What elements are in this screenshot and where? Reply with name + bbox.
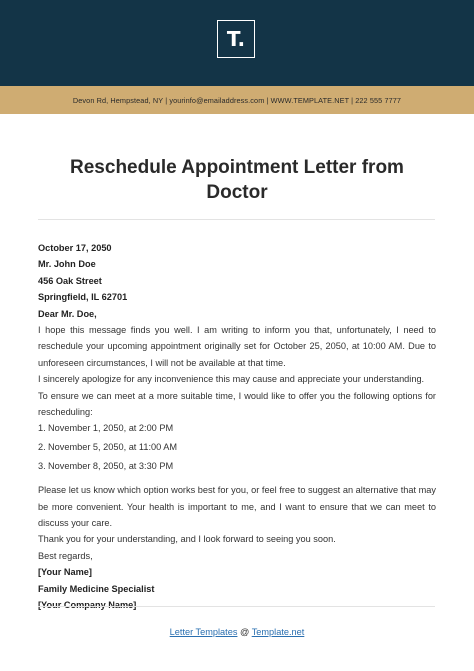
letter-templates-link[interactable]: Letter Templates <box>169 627 238 637</box>
option-item <box>38 439 436 455</box>
logo-text: T. <box>226 27 246 51</box>
salutation: Dear Mr. Doe, <box>38 308 97 319</box>
letter-date: October 17, 2050 <box>38 243 112 253</box>
template-net-link[interactable]: Template.net <box>251 627 305 637</box>
closing: Best regards, <box>38 550 93 561</box>
recipient-city: Springfield, IL 62701 <box>38 292 128 303</box>
option-item <box>38 458 436 474</box>
recipient-name: Mr. John Doe <box>38 259 96 270</box>
top-divider <box>38 219 435 220</box>
bottom-divider <box>38 606 435 607</box>
option-text: November 8, 2050, at 3:30 PM <box>48 460 174 471</box>
paragraph-4: Please let us know which option works best for you, or feel free to suggest an alternative that may be more convenient. Your health is important to me, and I want to ensure that we can meet to discuss your care. <box>38 485 436 529</box>
option-item <box>38 420 436 436</box>
letter-body <box>38 240 436 614</box>
option-number: 3. <box>38 460 46 471</box>
contact-bar <box>0 86 474 114</box>
option-number: 1. <box>38 423 46 434</box>
logo <box>217 20 255 58</box>
sender-name: [Your Name] <box>38 567 92 578</box>
footer-separator: @ <box>237 627 252 637</box>
paragraph-2: I sincerely apologize for any inconvenience this may cause and appreciate your understanding. <box>38 374 425 385</box>
recipient-street: 456 Oak Street <box>38 275 102 286</box>
reschedule-options <box>38 420 436 474</box>
option-text: November 1, 2050, at 2:00 PM <box>48 423 174 434</box>
contact-info: Devon Rd, Hempstead, NY | yourinfo@emailaddress.com | WWW.TEMPLATE.NET | 222 555 7777 <box>72 95 402 105</box>
sender-title: Family Medicine Specialist <box>38 583 155 594</box>
paragraph-3: To ensure we can meet at a more suitable time, I would like to offer you the following options for rescheduling: <box>38 390 436 418</box>
page-header <box>0 0 474 86</box>
document-title: Reschedule Appointment Letter from Doctor <box>70 157 404 203</box>
option-number: 2. <box>38 442 46 453</box>
option-text: November 5, 2050, at 11:00 AM <box>48 442 178 453</box>
footer <box>0 627 474 637</box>
paragraph-5: Thank you for your understanding, and I look forward to seeing you soon. <box>38 534 336 545</box>
paragraph-1: I hope this message finds you well. I am writing to inform you that, unfortunately, I need to reschedule your upcoming appointment originally set for October 25, 2050, at 10:00 AM. Due to unforeseen circumstances, I will not be available at that time. <box>38 325 436 368</box>
